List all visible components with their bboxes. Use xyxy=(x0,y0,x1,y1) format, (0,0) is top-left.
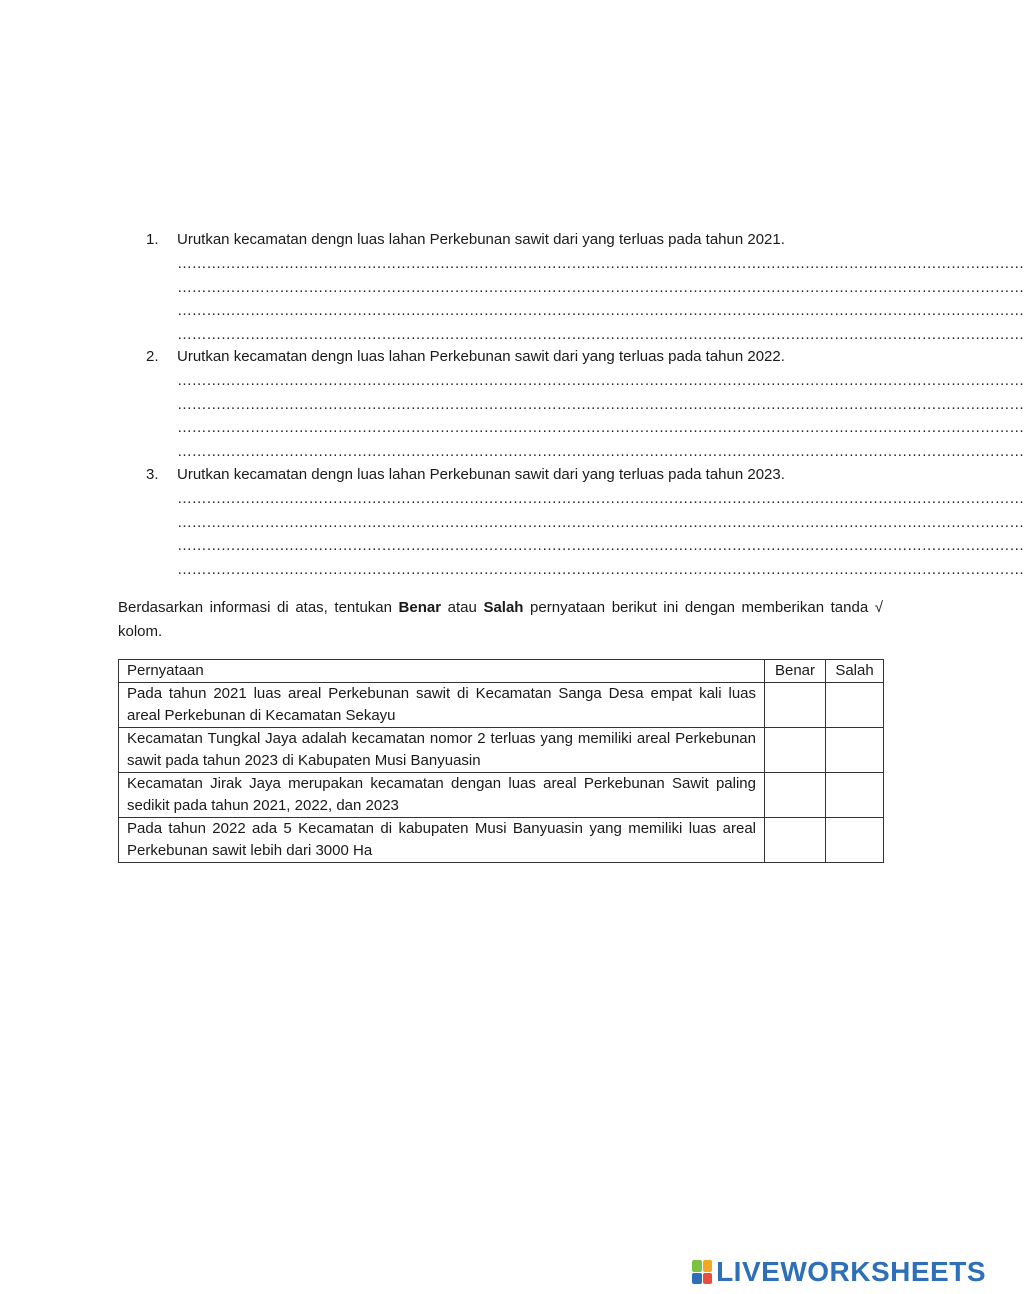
logo-mark-icon xyxy=(692,1260,712,1284)
salah-checkbox[interactable] xyxy=(826,773,884,818)
benar-keyword: Benar xyxy=(398,599,442,616)
answer-line[interactable]: ………………………………………………………………………………………………………………………………………………………… xyxy=(177,395,1024,413)
answer-line[interactable]: ………………………………………………………………………………………………………………………………………………………… xyxy=(177,560,1024,578)
question-number: 2. xyxy=(146,348,159,365)
table-header-row xyxy=(119,660,884,683)
answer-line[interactable]: ………………………………………………………………………………………………………………………………………………………… xyxy=(177,490,1024,507)
answer-line[interactable]: ………………………………………………………………………………………………………………………………………………………… xyxy=(177,278,1024,296)
logo-square-icon xyxy=(703,1273,713,1285)
question-number: 1. xyxy=(146,231,159,248)
instruction-text xyxy=(118,596,883,644)
statement-cell: Kecamatan Tungkal Jaya adalah kecamatan nomor 2 terluas yang memiliki areal Perkebunan sawit pada tahun 2023 di Kabupaten Musi Banyuasin xyxy=(119,728,765,773)
true-false-table xyxy=(118,659,884,863)
logo-square-icon xyxy=(703,1260,713,1272)
answer-line[interactable]: ………………………………………………………………………………………………………………………………………………………… xyxy=(177,372,1024,389)
statement-cell: Pada tahun 2021 luas areal Perkebunan sawit di Kecamatan Sanga Desa empat kali luas areal Perkebunan di Kecamatan Sekayu xyxy=(119,683,765,728)
logo-square-icon xyxy=(692,1260,702,1272)
header-statement: Pernyataan xyxy=(119,660,765,683)
benar-checkbox[interactable] xyxy=(765,728,826,773)
answer-line[interactable]: ………………………………………………………………………………………………………………………………………………………… xyxy=(177,513,1024,531)
table-row xyxy=(119,683,884,728)
liveworksheets-logo[interactable] xyxy=(692,1256,986,1288)
answer-line[interactable]: ………………………………………………………………………………………………………………………………………………………… xyxy=(177,325,1024,343)
question-text: Urutkan kecamatan dengn luas lahan Perkebunan sawit dari yang terluas pada tahun 2023. xyxy=(177,466,785,483)
logo-text: LIVEWORKSHEETS xyxy=(716,1256,986,1287)
instruction-part: atau xyxy=(441,599,484,616)
table-row xyxy=(119,773,884,818)
question-1 xyxy=(146,228,1024,346)
benar-checkbox[interactable] xyxy=(765,773,826,818)
answer-line[interactable]: ………………………………………………………………………………………………………………………………………………………… xyxy=(177,255,1024,272)
header-benar: Benar xyxy=(765,660,826,683)
salah-checkbox[interactable] xyxy=(826,728,884,773)
question-number: 3. xyxy=(146,466,159,483)
benar-checkbox[interactable] xyxy=(765,818,826,863)
answer-line[interactable]: ………………………………………………………………………………………………………………………………………………………… xyxy=(177,419,1024,436)
question-text: Urutkan kecamatan dengn luas lahan Perkebunan sawit dari yang terluas pada tahun 2022. xyxy=(177,348,785,365)
statement-cell: Kecamatan Jirak Jaya merupakan kecamatan dengan luas areal Perkebunan Sawit paling sedikit pada tahun 2021, 2022, dan 2023 xyxy=(119,773,765,818)
question-2 xyxy=(146,345,1024,463)
question-text: Urutkan kecamatan dengn luas lahan Perkebunan sawit dari yang terluas pada tahun 2021. xyxy=(177,231,785,248)
answer-line[interactable]: ………………………………………………………………………………………………………………………………………………………… xyxy=(177,537,1024,554)
benar-checkbox[interactable] xyxy=(765,683,826,728)
answer-line[interactable]: ………………………………………………………………………………………………………………………………………………………… xyxy=(177,442,1024,460)
logo-square-icon xyxy=(692,1273,702,1285)
instruction-part: pernyataan berikut ini dengan memberikan tanda √ kolom. xyxy=(118,599,883,640)
header-salah: Salah xyxy=(826,660,884,683)
answer-line[interactable]: ………………………………………………………………………………………………………………………………………………………… xyxy=(177,302,1024,319)
question-3 xyxy=(146,463,1024,581)
table-row xyxy=(119,728,884,773)
salah-checkbox[interactable] xyxy=(826,683,884,728)
table-row xyxy=(119,818,884,863)
salah-keyword: Salah xyxy=(483,599,524,616)
salah-checkbox[interactable] xyxy=(826,818,884,863)
instruction-part: Berdasarkan informasi di atas, tentukan xyxy=(118,599,399,616)
statement-cell: Pada tahun 2022 ada 5 Kecamatan di kabupaten Musi Banyuasin yang memiliki luas areal Perkebunan sawit lebih dari 3000 Ha xyxy=(119,818,765,863)
